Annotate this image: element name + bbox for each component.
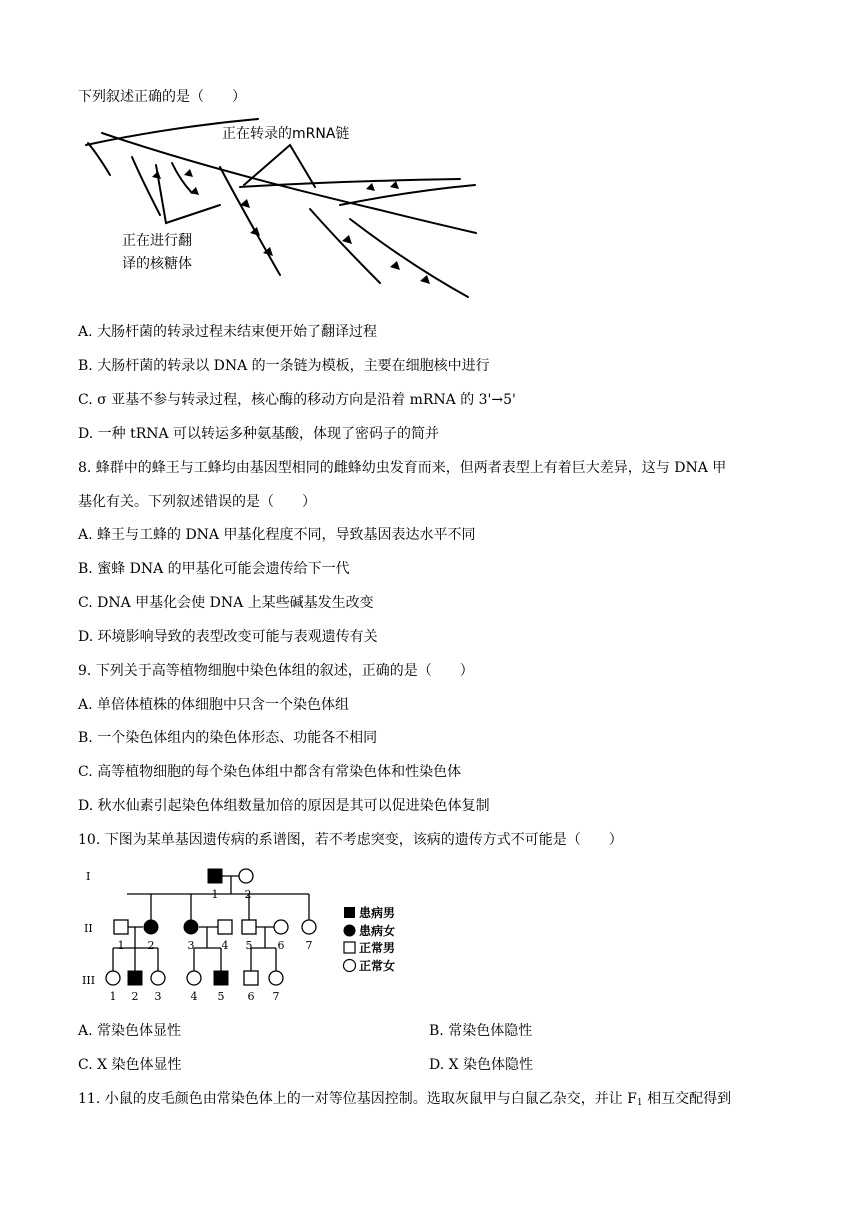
gen1-normal-female	[239, 869, 253, 883]
q8-stem-line1: 8. 蜂群中的蜂王与工蜂均由基因型相同的雌蜂幼虫发育而来，但两者表型上有着巨大差异，这与 DNA 甲	[78, 460, 727, 476]
gen3-number: 4	[190, 990, 198, 1003]
generation-label-2: II	[84, 922, 93, 935]
q9-stem: 9. 下列关于高等植物细胞中染色体组的叙述，正确的是（ ）	[78, 663, 474, 679]
transcription-translation-figure	[80, 115, 480, 305]
q11-stem	[78, 1089, 731, 1113]
gen3-normal-female-7	[269, 971, 283, 985]
gen3-affected-male-5	[214, 971, 228, 985]
pedigree-legend	[344, 905, 396, 973]
q8-option-b: B. 蜜蜂 DNA 的甲基化可能会遗传给下一代	[78, 561, 350, 577]
gen3-affected-male-2	[128, 971, 142, 985]
q7-option-b: B. 大肠杆菌的转录以 DNA 的一条链为模板，主要在细胞核中进行	[78, 358, 490, 374]
q10-option-d: D. X 染色体隐性	[429, 1057, 534, 1073]
gen1-number: 1	[211, 888, 219, 901]
gen2-affected-female-2	[144, 920, 158, 934]
figure-label-mrna: 正在转录的mRNA链	[222, 126, 350, 142]
generation-label-3: III	[82, 974, 96, 987]
pedigree-chart	[80, 862, 420, 1010]
q8-stem-line2: 基化有关。下列叙述错误的是（ ）	[78, 494, 316, 510]
gen3-number: 6	[247, 990, 255, 1003]
gen2-normal-female-7	[302, 920, 316, 934]
legend-affected-female-icon	[344, 925, 356, 937]
q7-stem: 下列叙述正确的是（ ）	[78, 89, 246, 105]
gen2-number: 3	[187, 939, 195, 952]
figure-label-ribosome-2: 译的核糖体	[122, 256, 192, 272]
gen2-number: 5	[245, 939, 253, 952]
ribosome-icons	[152, 169, 430, 284]
q11-stem-start: 11. 小鼠的皮毛颜色由常染色体上的一对等位基因控制。选取灰鼠甲与白鼠乙杂交，并让 F	[78, 1091, 637, 1107]
q11-stem-end: 相互交配得到	[642, 1091, 732, 1107]
gen2-affected-female-3	[184, 920, 198, 934]
legend-label: 正常男	[359, 941, 396, 955]
q7-option-c: C. σ 亚基不参与转录过程，核心酶的移动方向是沿着 mRNA 的 3'→5'	[78, 392, 516, 408]
q9-option-a: A. 单倍体植株的体细胞中只含一个染色体组	[78, 697, 350, 713]
q10-stem: 10. 下图为某单基因遗传病的系谱图，若不考虑突变，该病的遗传方式不可能是（ ）	[78, 832, 623, 848]
gen3-normal-female-4	[187, 971, 201, 985]
gen2-normal-female-6	[274, 920, 288, 934]
generation-label-1: I	[86, 870, 91, 883]
q10-option-a: A. 常染色体显性	[78, 1023, 182, 1039]
gen2-normal-male-4	[218, 920, 232, 934]
gen3-normal-female-1	[106, 971, 120, 985]
legend-affected-male-icon	[344, 907, 355, 918]
gen2-number: 4	[221, 939, 229, 952]
legend-label: 正常女	[359, 959, 396, 973]
gen3-number: 5	[217, 990, 225, 1003]
gen3-number: 1	[109, 990, 117, 1003]
q10-option-c: C. X 染色体显性	[78, 1057, 182, 1073]
q7-option-a: A. 大肠杆菌的转录过程未结束便开始了翻译过程	[78, 324, 378, 340]
q8-option-c: C. DNA 甲基化会使 DNA 上某些碱基发生改变	[78, 595, 374, 611]
gen2-number: 2	[147, 939, 155, 952]
legend-normal-male-icon	[344, 942, 355, 953]
gen2-normal-male-5	[242, 920, 256, 934]
gen3-normal-male-6	[244, 971, 258, 985]
gen2-number: 7	[305, 939, 313, 952]
q11-stem-subscript: 1	[636, 1098, 643, 1108]
gen3-number: 3	[154, 990, 162, 1003]
gen2-number: 6	[277, 939, 285, 952]
gen2-number: 1	[117, 939, 125, 952]
gen3-number: 2	[131, 990, 139, 1003]
q9-option-d: D. 秋水仙素引起染色体组数量加倍的原因是其可以促进染色体复制	[78, 798, 490, 814]
gen1-affected-male	[208, 869, 222, 883]
q8-option-d: D. 环境影响导致的表型改变可能与表观遗传有关	[78, 629, 378, 645]
q9-option-c: C. 高等植物细胞的每个染色体组中都含有常染色体和性染色体	[78, 764, 462, 780]
q9-option-b: B. 一个染色体组内的染色体形态、功能各不相同	[78, 730, 378, 746]
q7-option-d: D. 一种 tRNA 可以转运多种氨基酸，体现了密码子的简并	[78, 426, 440, 442]
gen1-number: 2	[244, 888, 252, 901]
legend-label: 患病男	[359, 906, 396, 920]
gen3-normal-female-3	[151, 971, 165, 985]
q10-option-b: B. 常染色体隐性	[429, 1023, 533, 1039]
gen2-normal-male-1	[114, 920, 128, 934]
figure-label-ribosome-1: 正在进行翻	[122, 233, 192, 249]
q8-option-a: A. 蜂王与工蜂的 DNA 甲基化程度不同，导致基因表达水平不同	[78, 527, 476, 543]
gen3-number: 7	[272, 990, 280, 1003]
legend-label: 患病女	[359, 924, 396, 938]
legend-normal-female-icon	[344, 960, 356, 972]
